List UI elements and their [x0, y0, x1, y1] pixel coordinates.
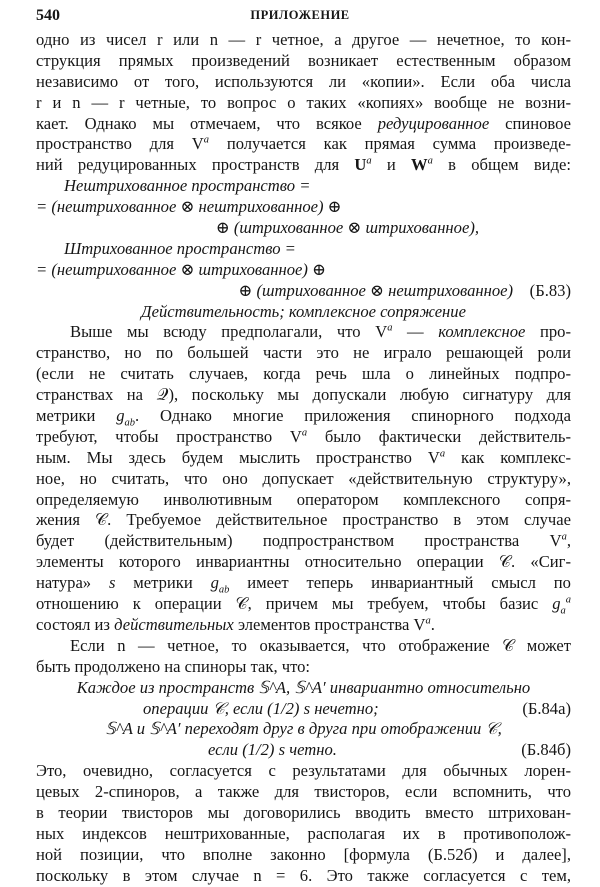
- text-line: поскольку в этом случае n = 6. Это также согласуется с тем,: [36, 865, 571, 885]
- text-line: определяемую инволютивным оператором комплексного сопря-: [36, 489, 571, 509]
- text-line: Если n — четное, то оказывается, что отображение 𝒞 может: [70, 635, 571, 655]
- equation-line: Каждое из пространств 𝕊^A, 𝕊^A′ инвариантно относительно: [76, 677, 531, 697]
- text-line: струкция прямых произведений возникает естественным образом: [36, 50, 571, 70]
- text-line: Это, очевидно, согласуется с результатами для обычных лорен-: [36, 761, 571, 781]
- text-line: одно из чисел r или n — r четное, а другое — нечетное, то кон-: [36, 30, 571, 49]
- text-line: (если не считать случаев, когда речь шла о линейных подпро-: [36, 364, 571, 384]
- text-line: состоял из действительных элементов пространства $V^a$.: [36, 614, 435, 634]
- running-header: [36, 4, 564, 26]
- equation-line: = (нештрихованное ⊗ штрихованное) ⊕: [36, 259, 326, 279]
- page-number: 540: [36, 7, 60, 24]
- text-line: независимо от того, используются ли «копии». Если оба числа: [36, 71, 571, 91]
- equation-line: = (нештрихованное ⊗ нештрихованное) ⊕: [36, 197, 342, 217]
- text-line: жения 𝒞. Требуемое действительное пространство в этом случае: [36, 510, 571, 530]
- equation-number: (Б.84а): [522, 698, 571, 718]
- text-line: элементы которого инвариантны относительно операции 𝒞. «Сиг-: [36, 552, 571, 572]
- text-line: метрики $g_{ab}$. Однако многие приложения спинорного подхода: [36, 406, 571, 429]
- equation-line: ⊕ (штрихованное ⊗ нештрихованное) (Б.83): [238, 280, 571, 300]
- equation-number: (Б.83): [529, 280, 571, 300]
- page-text: [36, 30, 571, 887]
- text-line: будет (действительным) подпространством пространства $V^a$,: [36, 531, 571, 551]
- section-heading: Действительность; комплексное сопряжение: [141, 301, 466, 321]
- text-line: в теории твисторов мы договорились вводить вместо штрихован-: [36, 802, 571, 822]
- text-line: ний редуцированных пространств для $U^a$ и $W^a$ в общем виде:: [36, 155, 571, 175]
- text-line: кает. Однако мы отмечаем, что всякое редуцированное спиновое: [36, 113, 571, 133]
- running-title: ПРИЛОЖЕНИЕ: [250, 8, 350, 22]
- text-line: быть продолжено на спиноры так, что:: [36, 656, 311, 676]
- equation-line: ⊕ (штрихованное ⊗ штрихованное),: [215, 218, 479, 238]
- text-line: странство, но по большей части это не играло решающей роли: [36, 343, 571, 363]
- equation-number: (Б.84б): [521, 740, 571, 760]
- equation-line: операции 𝒞, если (1/2) s нечетно; (Б.84а): [143, 698, 571, 718]
- text-line: странствах на 𝒬), поскольку мы допускали любую сигнатуру для: [36, 385, 571, 405]
- equation-line: Нештрихованное пространство =: [64, 176, 311, 196]
- text-line: натура» s метрики $g_{ab}$ имеет теперь инвариантный смысл по: [36, 573, 571, 596]
- text-line: ное, но считать, что оно допускает «действительную структуру»,: [36, 468, 571, 488]
- text-line: требуют, чтобы пространство $V^a$ было фактически действитель-: [36, 426, 571, 446]
- text-line: r и n — r четные, то вопрос о таких «копиях» вообще не возни-: [36, 92, 571, 112]
- text-line: Выше мы всюду предполагали, что $V^a$ — комплексное про-: [70, 322, 571, 342]
- equation-line: если (1/2) s четно. (Б.84б): [208, 740, 571, 760]
- text-line: ной позиции, что вполне законно [формула (Б.52б) и далее],: [36, 844, 571, 864]
- equation-line: Штрихованное пространство =: [64, 238, 296, 258]
- text-line: ным. Мы здесь будем мыслить пространство $V^a$ как комплекс-: [36, 447, 571, 467]
- equation-line: 𝕊^A и 𝕊^A′ переходят друг в друга при отображении 𝒞,: [105, 719, 502, 739]
- text-line: отношению к операции 𝒞, причем мы требуем, чтобы базис $g_a^a$: [36, 594, 571, 617]
- text-line: пространство для $V^a$ получается как прямая сумма произведе-: [36, 134, 571, 154]
- text-line: ных индексов нештрихованные, располагая их в противополож-: [36, 823, 571, 843]
- text-line: цевых 2-спиноров, а также для твисторов, если вспомнить, что: [36, 782, 571, 802]
